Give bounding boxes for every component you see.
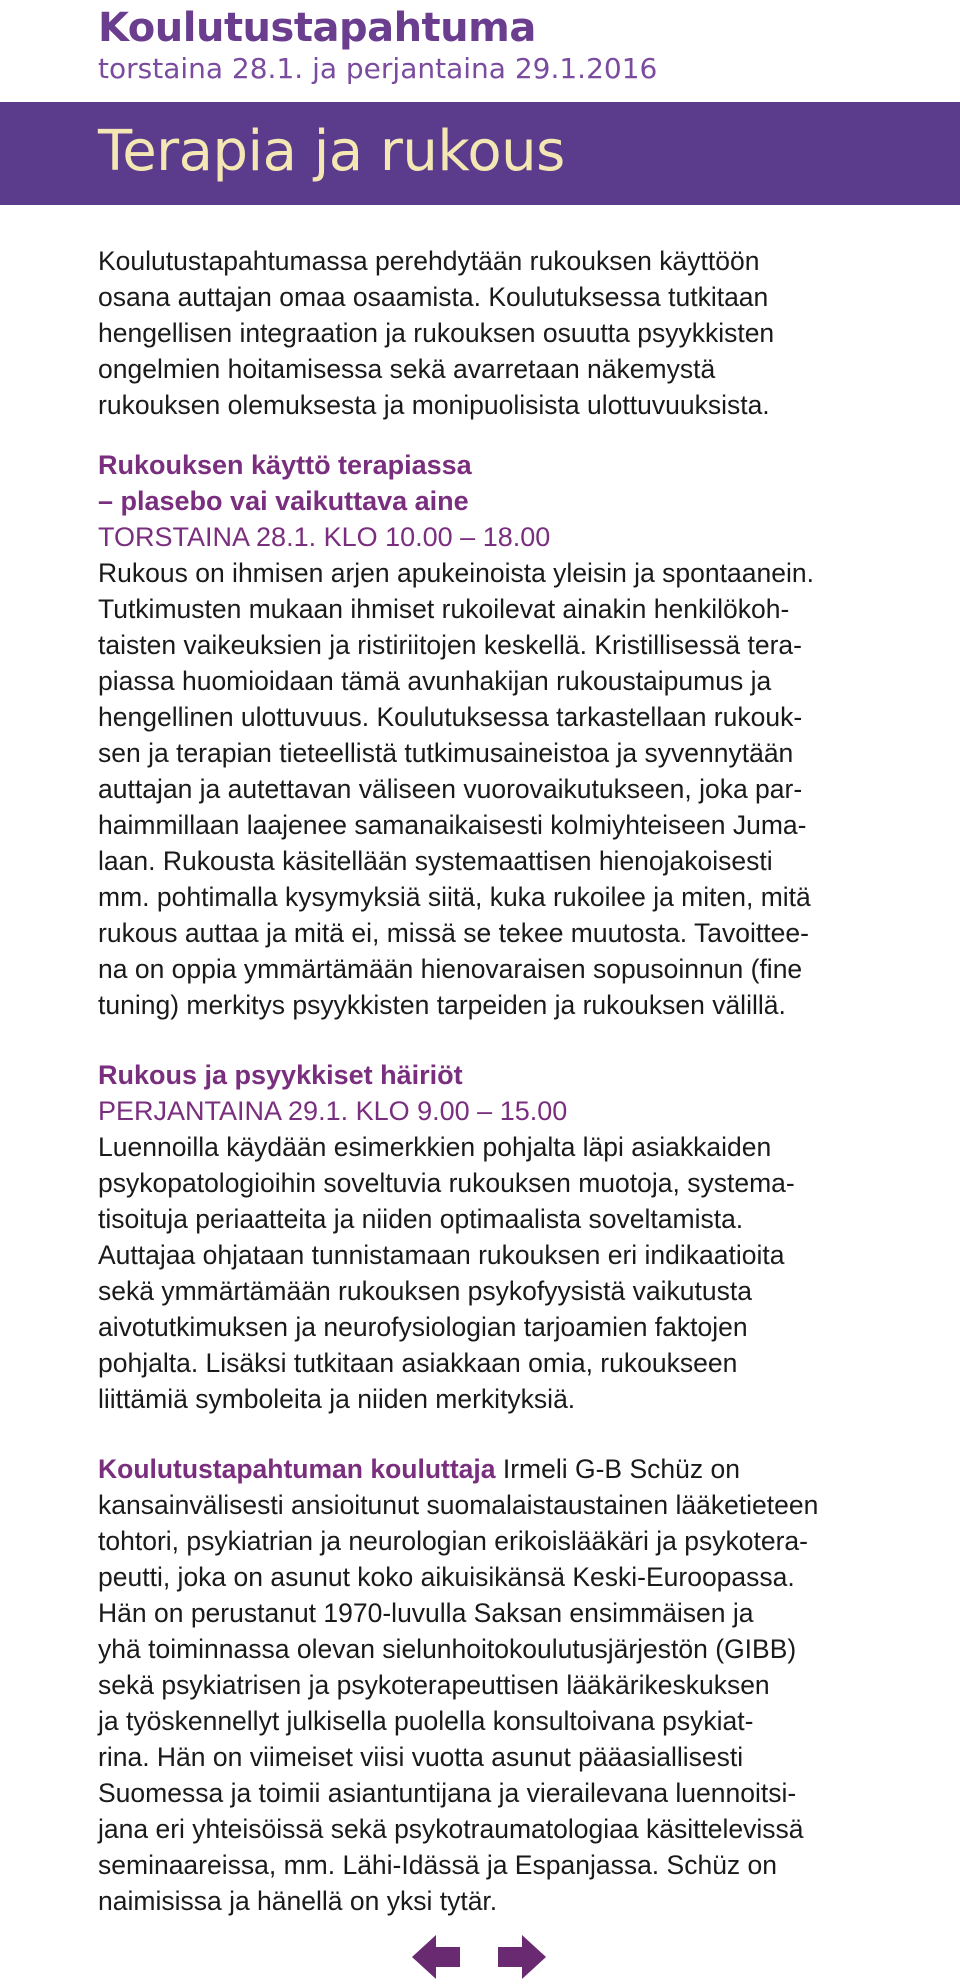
section-time: TORSTAINA 28.1. KLO 10.00 – 18.00: [98, 522, 551, 552]
trainer-line: seminaareissa, mm. Lähi-Idässä ja Espanjassa. Schüz on: [98, 1850, 778, 1880]
body-line: sekä ymmärtämään rukouksen psykofyysistä vaikutusta: [98, 1276, 752, 1306]
body-line: pohjalta. Lisäksi tutkitaan asiakkaan omia, rukoukseen: [98, 1348, 738, 1378]
body-line: tuning) merkitys psyykkisten tarpeiden ja rukouksen välillä.: [98, 990, 786, 1020]
trainer-line: ja työskennellyt julkisella puolella konsultoivana psykiat-: [98, 1706, 754, 1736]
section-title: [98, 447, 898, 519]
arrow-right-icon: [498, 1935, 546, 1979]
next-page-button[interactable]: [498, 1935, 546, 1979]
body-line: psykopatologioihin soveltuvia rukouksen muotoja, systema-: [98, 1168, 795, 1198]
body-line: Tutkimusten mukaan ihmiset rukoilevat ainakin henkilökoh-: [98, 594, 790, 624]
trainer-line: Suomessa ja toimii asiantuntijana ja vierailevana luennoitsi-: [98, 1778, 797, 1808]
trainer-line: jana eri yhteisöissä sekä psykotraumatologiaa käsittelevissä: [98, 1814, 804, 1844]
section-body: [98, 555, 898, 1023]
body-line: hengellinen ulottuvuus. Koulutuksessa tarkastellaan rukouk-: [98, 702, 803, 732]
trainer-line: sekä psykiatrisen ja psykoterapeuttisen lääkärikeskuksen: [98, 1670, 770, 1700]
page-navigation: [412, 1935, 560, 1979]
body-line: aivotutkimuksen ja neurofysiologian tarjoamien faktojen: [98, 1312, 748, 1342]
intro-line: osana auttajan omaa osaamista. Koulutuksessa tutkitaan: [98, 282, 769, 312]
trainer-line: Hän on perustanut 1970-luvulla Saksan ensimmäisen ja: [98, 1598, 754, 1628]
section-friday: [98, 1057, 898, 1417]
section-body: [98, 1129, 898, 1417]
body-line: mm. pohtimalla kysymyksiä siitä, kuka rukoilee ja miten, mitä: [98, 882, 811, 912]
section-title: [98, 1057, 898, 1093]
body-line: Rukous on ihmisen arjen apukeinoista yleisin ja spontaanein.: [98, 558, 814, 588]
body-line: laan. Rukousta käsitellään systemaattisen hienojakoisesti: [98, 846, 773, 876]
trainer-bio: [98, 1451, 898, 1919]
trainer-line: tohtori, psykiatrian ja neurologian erikoislääkäri ja psykotera-: [98, 1526, 808, 1556]
body-line: taisten vaikeuksien ja ristiriitojen keskellä. Kristillisessä tera-: [98, 630, 802, 660]
section-title-line: – plasebo vai vaikuttava aine: [98, 486, 469, 516]
event-header: [0, 0, 960, 100]
event-title: Koulutustapahtuma: [98, 5, 536, 51]
intro-paragraph: [98, 243, 898, 423]
page-title: Terapia ja rukous: [98, 119, 565, 184]
section-trainer: [98, 1451, 898, 1919]
section-title-line: Rukouksen käyttö terapiassa: [98, 450, 472, 480]
trainer-line: kansainvälisesti ansioitunut suomalaistaustainen lääketieteen: [98, 1490, 819, 1520]
section-title-line: Rukous ja psyykkiset häiriöt: [98, 1060, 463, 1090]
intro-line: ongelmien hoitamisessa sekä avarretaan näkemystä: [98, 354, 716, 384]
section-time: PERJANTAINA 29.1. KLO 9.00 – 15.00: [98, 1096, 568, 1126]
intro-line: rukouksen olemuksesta ja monipuolisista ulottuvuuksista.: [98, 390, 770, 420]
arrow-left-icon: [412, 1935, 460, 1979]
intro-line: hengellisen integraation ja rukouksen osuutta psyykkisten: [98, 318, 775, 348]
trainer-line: yhä toiminnassa olevan sielunhoitokoulutusjärjestön (GIBB): [98, 1634, 797, 1664]
body-line: auttajan ja autettavan väliseen vuorovaikutukseen, joka par-: [98, 774, 803, 804]
trainer-line: rina. Hän on viimeiset viisi vuotta asunut pääasiallisesti: [98, 1742, 744, 1772]
section-thursday: [98, 447, 898, 1023]
body-line: Auttajaa ohjataan tunnistamaan rukouksen eri indikaatioita: [98, 1240, 785, 1270]
main-content: [98, 243, 898, 1953]
body-line: sen ja terapian tieteellistä tutkimusaineistoa ja syvennytään: [98, 738, 794, 768]
body-line: rukous auttaa ja mitä ei, missä se tekee muutosta. Tavoittee-: [98, 918, 809, 948]
trainer-label: Koulutustapahtuman kouluttaja: [98, 1454, 496, 1484]
event-dates: torstaina 28.1. ja perjantaina 29.1.2016: [98, 52, 658, 85]
trainer-line: naimisissa ja hänellä on yksi tytär.: [98, 1886, 498, 1916]
body-line: piassa huomioidaan tämä avunhakijan rukoustaipumus ja: [98, 666, 772, 696]
body-line: na on oppia ymmärtämään hienovaraisen sopusoinnun (fine: [98, 954, 803, 984]
intro-line: Koulutustapahtumassa perehdytään rukouksen käyttöön: [98, 246, 760, 276]
title-banner: [0, 102, 960, 205]
trainer-line: peutti, joka on asunut koko aikuisikänsä Keski-Euroopassa.: [98, 1562, 795, 1592]
body-line: haimmillaan laajenee samanaikaisesti kolmiyhteiseen Juma-: [98, 810, 807, 840]
body-line: liittämiä symboleita ja niiden merkityksiä.: [98, 1384, 576, 1414]
body-line: Luennoilla käydään esimerkkien pohjalta läpi asiakkaiden: [98, 1132, 772, 1162]
body-line: tisoituja periaatteita ja niiden optimaalista soveltamista.: [98, 1204, 744, 1234]
trainer-first-line: Irmeli G-B Schüz on: [495, 1454, 740, 1484]
previous-page-button[interactable]: [412, 1935, 460, 1979]
